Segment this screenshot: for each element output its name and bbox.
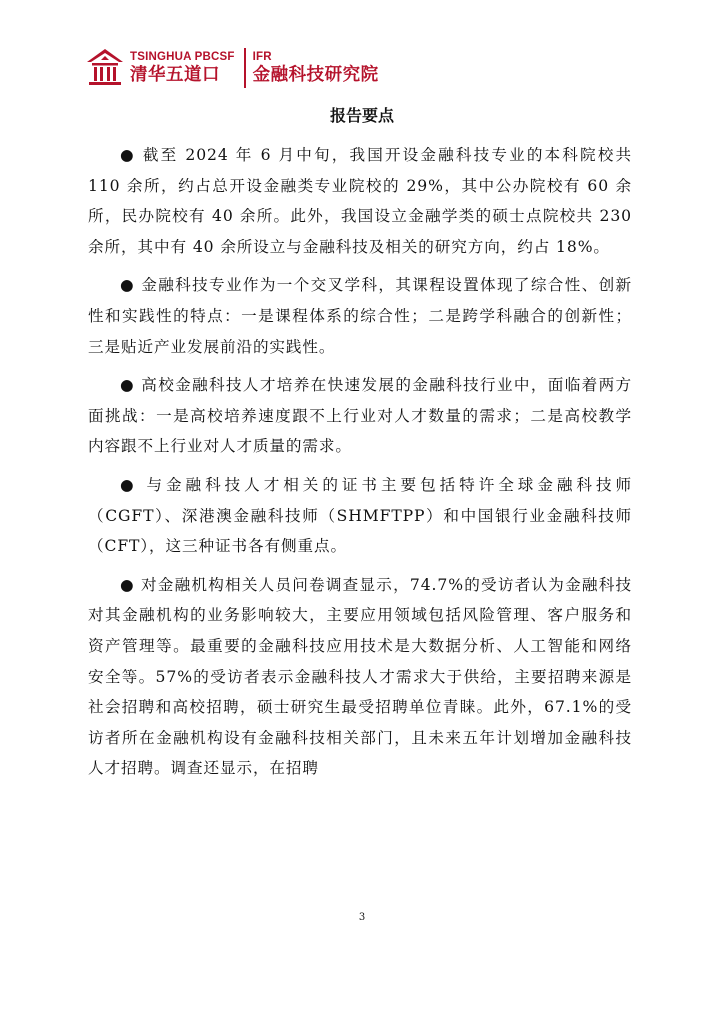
report-body	[88, 140, 632, 784]
summary-paragraph-4: ● 与金融科技人才相关的证书主要包括特许全球金融科技师（CGFT）、深港澳金融科技师（SHMFTPP）和中国银行业金融科技师（CFT），这三种证书各有侧重点。	[88, 475, 632, 556]
summary-paragraph-2: ● 金融科技专业作为一个交叉学科，其课程设置体现了综合性、创新性和实践性的特点：一是课程体系的综合性；二是跨学科融合的创新性；三是贴近产业发展前沿的实践性。	[88, 276, 632, 356]
institute-name-en: IFR	[252, 50, 272, 63]
institution-name-cn: 清华五道口	[130, 64, 220, 85]
page-number: 3	[358, 912, 366, 923]
report-title: 报告要点	[329, 106, 394, 125]
summary-paragraph-3: ● 高校金融科技人才培养在快速发展的金融科技行业中，面临着两方面挑战：一是高校培养速度跟不上行业对人才数量的需求；二是高校教学内容跟不上行业对人才质量的需求。	[88, 376, 632, 456]
summary-paragraph-5: ● 对金融机构相关人员问卷调查显示，74.7%的受访者认为金融科技对其金融机构的业务影响较大，主要应用领域包括风险管理、客户服务和资产管理等。最重要的金融科技应用技术是大数据分析、人工智能和网络安全等。57%的受访者表示金融科技人才需求大于供给，主要招聘来源是社会招聘和高校招聘，硕士研究生最受招聘单位青睐。此外，67.1%的受访者所在金融机构设有金融科技相关部门，且未来五年计划增加金融科技人才招聘。调查还显示，在招聘	[88, 575, 632, 778]
institute-name-cn: 金融科技研究院	[252, 64, 379, 85]
institution-name-en: TSINGHUA PBCSF	[130, 50, 235, 63]
report-header	[86, 46, 379, 90]
tsinghua-pbcsf-logo-icon	[86, 48, 124, 88]
header-divider	[244, 48, 246, 88]
summary-paragraph-1: ● 截至 2024 年 6 月中旬，我国开设金融科技专业的本科院校共 110 余所，约占总开设金融类专业院校的 29%，其中公办院校有 60 余所，民办院校有 40 余所。此外，我国设立金融学类的硕士点院校共 230 余所，其中有 40 余所设立与金融科技及相关的研究方向，约占 18%。	[88, 146, 632, 256]
